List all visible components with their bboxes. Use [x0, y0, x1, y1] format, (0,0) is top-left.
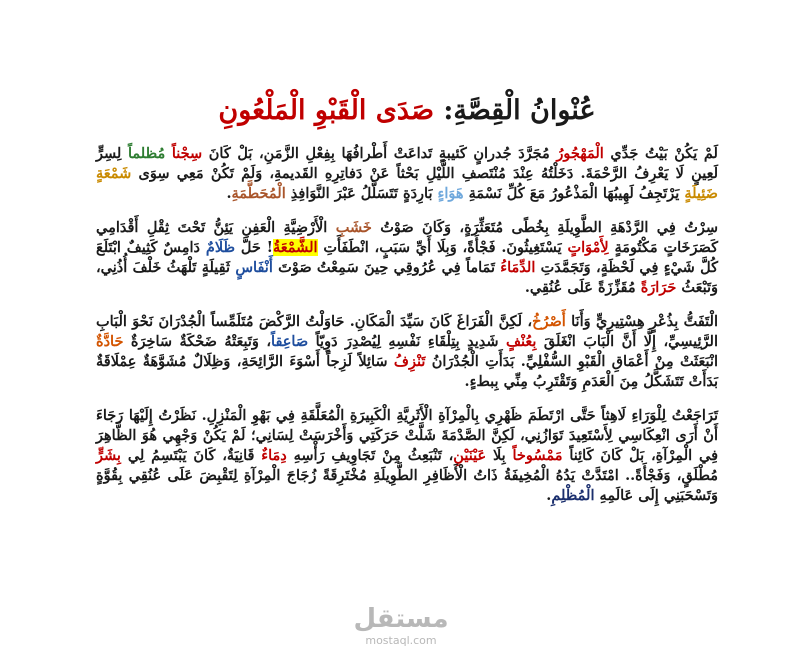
text-run: مُجَرَّدَ جُدرانٍ كَئيبةٍ تَداعَتْ أَطْرافُهَا بِفِعْلِ الزَّمَنِ، بَلْ كَانَ	[202, 145, 557, 162]
title-label: عُنْوانُ الْقِصَّةِ:	[443, 95, 596, 126]
text-run: يَرْتَجِفُ لَهِيبُهَا الْمَذْعُورُ مَعَ كُلِّ نَسْمَةِ	[463, 185, 685, 202]
highlighted-word: بِعُنْفٍ	[506, 333, 537, 350]
highlighted-word: الْمُظْلِمِ	[551, 487, 595, 504]
highlighted-word: شَمْعَةٍ ضَئِيلَةٍ	[96, 165, 718, 202]
title-name: صَدَى الْقَبْوِ الْمَلْعُونِ	[218, 95, 434, 126]
paragraph-4	[96, 406, 718, 506]
highlighted-word: لِأَمْوَاتٍ	[567, 239, 609, 256]
text-run: لَمْ يَكُنْ بَيْتُ جَدِّي	[603, 145, 718, 162]
highlighted-word: حَادَّةٌ	[96, 333, 124, 350]
highlighted-word: خَشَبِ	[335, 219, 372, 236]
text-run: .	[226, 185, 232, 202]
text-run: لِسِرٍّ لَعِينٍ لَا يَعْرِفُ الرَّحْمَةَ. دَخَلْتُهُ عِنْدَ مُنْتَصفِ اللَّيْلِ بَحْثاً عَنْ دَفاتِرِهِ القَديمةِ، وَلَمْ تَكُنْ مَعِي سِوَى	[96, 145, 718, 182]
highlighted-word: حَرَارَةً	[640, 279, 677, 296]
text-run: تَرَاجَعْتُ لِلْوَرَاءِ لَاهِثاً حَتَّى ارْتَطَمَ ظَهْرِي بِالْمِرْآةِ الْأَثَرِيَّةِ الْكَبِيرَةِ الْمُعَلَّقَةِ فِي بَهْوِ الْمَنْزِلِ. نَظَرْتُ إِلَيْهَا رَجَاءَ أَنْ أَرَى انْعِكَاسِي لِأَسْتَعِيدَ تَوَازُنِي، لَكِنَّ الصَّدْمَةَ شَلَّتْ حَرَكَتِي وَأَخْرَسَتْ لِسَانِي؛ لَمْ يَكُنْ وَجْهِي هُوَ الظَّاهِرَ فِي الْمِرْآةِ، بَلْ كَانَ كَائِناً	[96, 407, 718, 464]
highlighted-word: الْمَهْجُورُ	[556, 145, 604, 162]
paragraph-2	[96, 218, 718, 298]
highlighted-word: بِشَرٍّ	[96, 447, 121, 464]
text-run: دَامِسٌ كَثِيفٌ ابْتَلَعَ كُلَّ شَيْءٍ فِي لَحْظَةٍ، وَتَجَمَّدَتِ	[96, 239, 718, 276]
highlighted-word: دِمَاءٌ	[261, 447, 287, 464]
text-run	[165, 145, 172, 162]
text-run: مُقَزِّزَةً عَلَى عُنُقِي.	[524, 279, 641, 296]
highlighted-word: مُظلماً	[127, 145, 166, 162]
watermark-latin: mostaql.com	[365, 634, 437, 647]
highlighted-word: سِجْناً	[171, 145, 203, 162]
highlighted-word: مَمْسُوخاً	[512, 447, 563, 464]
text-run: شَدِيدٍ بِتِلْقَاءِ نَفْسِهِ لِيُصْدِرَ دَوِيّاً	[308, 333, 506, 350]
highlighted-word: أَصْرُخُ	[532, 313, 566, 330]
text-run: سَائِلاً لَزِجاً أَسْوَءَ الرَّائِحَةِ، وَظِلَالٌ مُشَوَّهَةٌ عِمْلَاقَةٌ بَدَأَتْ تَتَشَكَّلُ مِنَ الْعَدَمِ وَتَقْتَرِبُ مِنِّي بِبطءٍ.	[96, 353, 718, 390]
text-run: بَارِدَةٍ تَتَسَلَّلُ عَبْرَ النَّوَافِذِ	[285, 185, 438, 202]
text-run: ، وَتَبِعَتْهُ ضَحْكَةٌ سَاخِرَةٌ	[123, 333, 272, 350]
highlighted-word: الْمُحَطَّمَةِ	[231, 185, 286, 202]
story-page	[96, 92, 718, 520]
text-run: الْأَرْضِيَّةِ الْعَفِنِ يَئِنُّ تَحْتَ ثِقْلِ أَقْدَامِي كَصَرَخَاتٍ مَكْتُومَةٍ	[96, 219, 718, 256]
watermark-arabic: مستقل	[353, 604, 449, 634]
text-run: ! حَلَّ	[235, 239, 273, 256]
highlighted-word: عَيْنَيْنِ	[453, 447, 487, 464]
highlighted-word: الدِّمَاءُ	[500, 259, 536, 276]
mostaql-watermark	[336, 604, 466, 647]
paragraph-3	[96, 312, 718, 392]
text-run: تَمَاماً فِي عُرُوقِي حِينَ سَمِعْتُ صَوْتَ	[272, 259, 501, 276]
highlighted-word: تَنْزِفُ	[393, 353, 426, 370]
text-run: .	[546, 487, 552, 504]
paragraph-1	[96, 144, 718, 204]
text-run: ، تَنْبَعِثُ مِنْ تَجَاوِيفِ رَأْسِهِ	[286, 447, 454, 464]
story-title	[96, 92, 718, 130]
text-run: الْتَفَتُّ بِذُعْرٍ هِسْتِيرِيٍّ وَأَنَا	[565, 313, 718, 330]
highlighted-word: هَوَاءٍ	[437, 185, 464, 202]
highlighted-word: الشَّمْعَةُ	[272, 239, 318, 256]
text-run: سِرْتُ فِي الرَّدْهَةِ الطَّوِيلَةِ بِخُطًى مُتَعَثِّرَةٍ، وَكَانَ صَوْتُ	[371, 219, 718, 236]
highlighted-word: صَاعِقاً	[271, 333, 309, 350]
text-run: مُطْلَقٍ، وَفَجْأَةً.. امْتَدَّتْ يَدُهُ الْمُخِيفَةُ ذَاتُ الْأَظَافِرِ الطَّوِيلَةِ مُخْتَرِقَةً زُجَاجَ الْمِرْآةِ لِتَقْبِضَ عَلَى عُنُقِي بِقُوَّةٍ وَتَسْحَبَنِي إِلَى عَالَمِهِ	[96, 467, 718, 504]
text-run: بِلَا	[486, 447, 513, 464]
highlighted-word: أَنْفَاسٍ	[235, 259, 273, 276]
highlighted-word: ظَلَامٌ	[205, 239, 236, 256]
text-run: انْبَعَثَتْ مِنْ أَعْمَاقِ الْقَبْوِ السُّفْلِيِّ. بَدَأَتِ الْجُدْرَانُ	[425, 353, 718, 370]
text-run: يَسْتَغِيثُونَ. فَجْأَةً، وَبِلَا أَيِّ سَبَبٍ، انْطَفَأَتِ	[317, 239, 568, 256]
text-run: ، لَكِنَّ الْفَرَاغَ كَانَ سَيِّدَ الْمَكَانِ. حَاوَلْتُ الرَّكْضَ مُتَلَمِّساً الْجُدْرَانَ نَحْوَ الْبَابِ الرَّئِيسِيِّ، إِلَّا أَنَّ الْبَابَ انْغَلَقَ	[96, 313, 719, 350]
text-run: قَانِيَةٌ، كَانَ يَبْتَسِمُ لِي	[120, 447, 262, 464]
text-run: ثَقِيلَةٍ تَلْهَثُ خَلْفَ أُذُنِي، وَتَبْعَثُ	[96, 259, 718, 296]
